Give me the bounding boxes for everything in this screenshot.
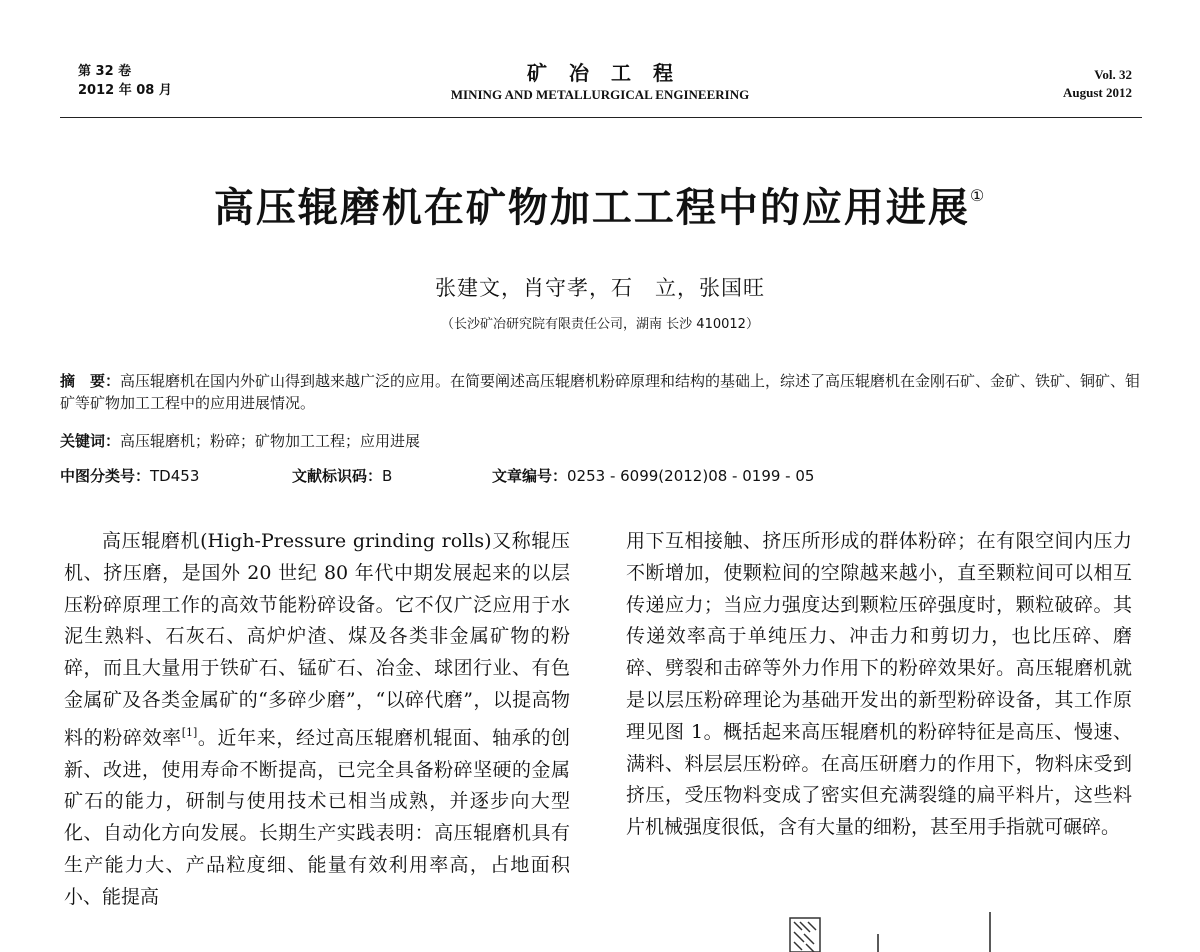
body-left-text-1: 高压辊磨机(High-Pressure grinding rolls)又称辊压机、挤压磨，是国外 20 世纪 80 年代中期发展起来的以层压粉碎原理工作的高效节能粉碎设备。它不仅广泛应用于水泥生熟料、石灰石、高炉炉渣、煤及各类非金属矿物的粉碎，而且大量用于铁矿石、锰矿石、冶金、球团行业、有色金属矿及各类金属矿的“多碎少磨”，“以碎代磨”，以提高物料的粉碎效率 <box>64 530 570 749</box>
journal-title-en: MINING AND METALLURGICAL ENGINEERING <box>450 87 750 102</box>
classification-line <box>60 465 1150 487</box>
journal-title-cn: 矿冶工程 <box>527 61 695 85</box>
header-volume-date <box>78 62 172 100</box>
citation-ref: [1] <box>181 725 198 739</box>
body-column-right: 用下互相接触、挤压所形成的群体粉碎；在有限空间内压力不断增加，使颗粒间的空隙越来越小，直至颗粒间可以相互传递应力；当应力强度达到颗粒压碎强度时，颗粒破碎。其传递效率高于单纯压力、冲击力和剪切力，也比压碎、磨碎、劈裂和击碎等外力作用下的粉碎效果好。高压辊磨机就是以层压粉碎理论为基础开发出的新型粉碎设备，其工作原理见图 1。概括起来高压辊磨机的粉碎特征是高压、慢速、满料、料层层压粉碎。在高压研磨力的作用下，物料床受到挤压，受压物料变成了密实但充满裂缝的扁平料片，这些料片机械强度很低，含有大量的细粉，甚至用手指就可碾碎。 <box>626 530 1132 839</box>
abstract <box>60 370 1142 414</box>
body-column-left <box>64 526 570 914</box>
clc-number <box>60 465 199 486</box>
clc-value: TD453 <box>150 467 200 485</box>
body-left-text-2: 。近年来，经过高压辊磨机辊面、轴承的创新、改进，使用寿命不断提高，已完全具备粉碎坚硬的金属矿石的能力，研制与使用技术已相当成熟，并逐步向大型化、自动化方向发展。长期生产实践表明：高压辊磨机具有生产能力大、产品粒度细、能量有效利用率高，占地面积小、能提高 <box>64 726 570 908</box>
title-footnote-mark: ① <box>969 186 987 205</box>
issue-date-en: August 2012 <box>1063 85 1132 100</box>
id-value: 0253 - 6099(2012)08 - 0199 - 05 <box>567 467 815 485</box>
authors: 张建文，肖守孝，石 立，张国旺 <box>435 276 765 300</box>
article-title <box>0 176 1200 233</box>
abstract-label: 摘 要： <box>60 372 121 390</box>
volume-en: Vol. 32 <box>1094 67 1132 82</box>
keywords-text: 高压辊磨机；粉碎；矿物加工工程；应用进展 <box>120 432 421 450</box>
doc-label: 文献标识码： <box>292 467 383 485</box>
title-text: 高压辊磨机在矿物加工工程中的应用进展 <box>213 185 970 231</box>
article-number <box>492 465 814 486</box>
journal-name <box>300 60 900 104</box>
issue-date: 2012 年 08 月 <box>78 83 172 98</box>
header-vol-en <box>1063 66 1132 102</box>
doc-value: B <box>382 467 393 485</box>
volume: 第 32 卷 <box>78 64 132 79</box>
keywords-label: 关键词： <box>60 432 121 450</box>
id-label: 文章编号： <box>492 467 568 485</box>
document-code <box>292 465 392 486</box>
clc-label: 中图分类号： <box>60 467 151 485</box>
keywords <box>60 430 1142 452</box>
figure-1-partial <box>700 912 1100 952</box>
affiliation: （长沙矿冶研究院有限责任公司，湖南 长沙 410012） <box>441 317 759 332</box>
abstract-text: 高压辊磨机在国内外矿山得到越来越广泛的应用。在简要阐述高压辊磨机粉碎原理和结构的基础上，综述了高压辊磨机在金刚石矿、金矿、铁矿、铜矿、钼矿等矿物加工工程中的应用进展情况。 <box>60 372 1141 412</box>
header-rule <box>60 117 1142 118</box>
